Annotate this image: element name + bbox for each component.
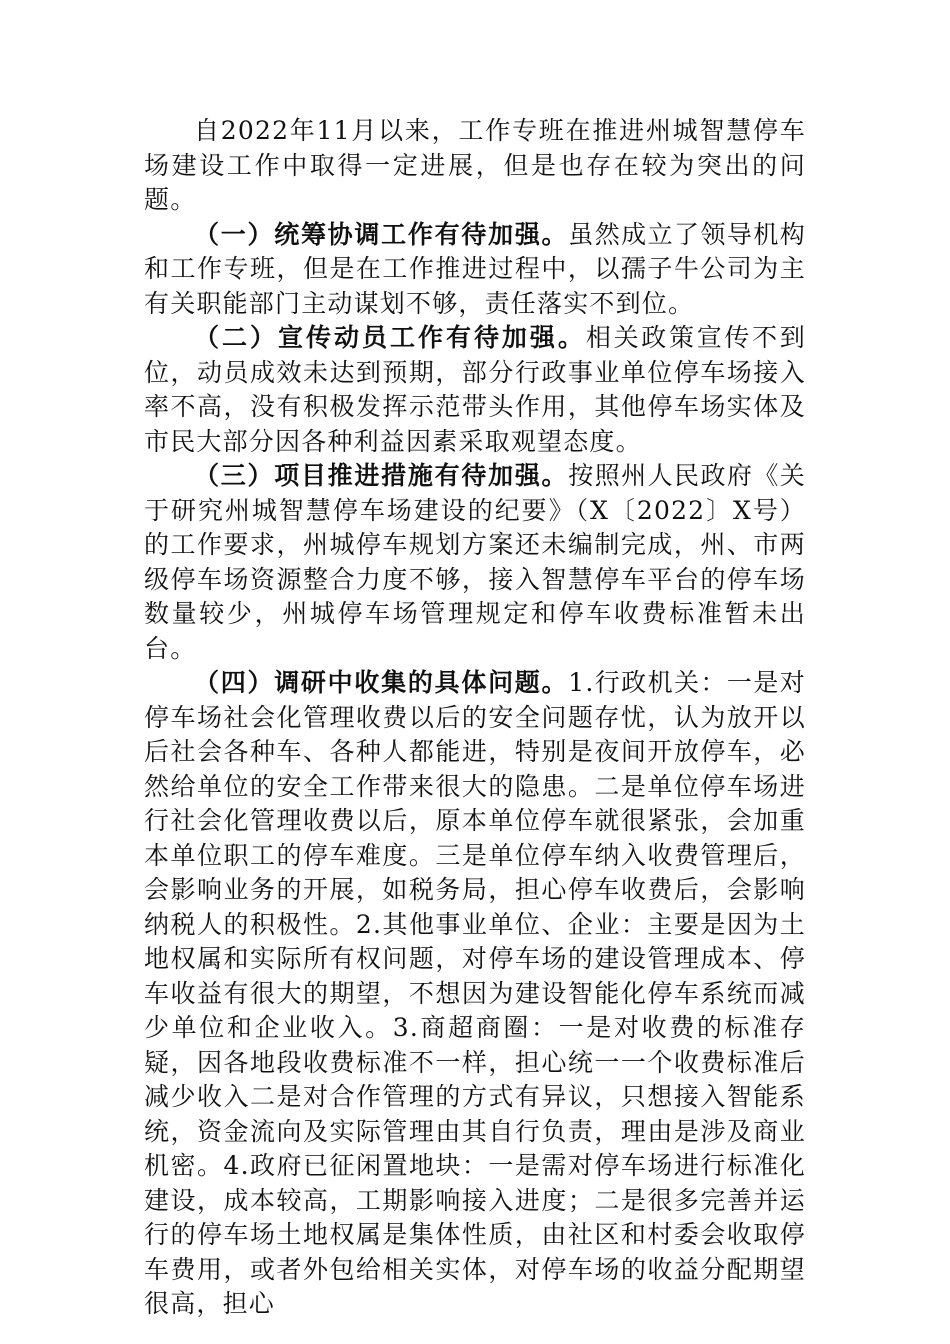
section-3-body: 按照州人民政府《关于研究州城智慧停车场建设的纪要》（X〔2022〕X号）的工作要求，州城停车规划方案还未编制完成，州、市两级停车场资源整合力度不够，接入智慧停车平台的停车场数量较少，州城停车场管理规定和停车收费标准暂未出台。 [144,461,806,663]
intro-paragraph: 自2022年11月以来，工作专班在推进州城智慧停车场建设工作中取得一定进展，但是也存在较为突出的问题。 [144,116,806,214]
section-2-heading: （二）宣传动员工作有待加强。 [194,323,586,352]
section-2-paragraph [144,321,806,459]
document-page [144,114,806,1322]
section-1-heading: （一）统筹协调工作有待加强。 [194,219,569,249]
section-3-heading: （三）项目推进措施有待加强。 [194,461,569,490]
section-1-body: 虽然成立了领导机构和工作专班，但是在工作推进过程中，以孺子牛公司为主有关职能部门主动谋划不够，责任落实不到位。 [144,219,806,318]
section-4-body: 1.行政机关：一是对停车场社会化管理收费以后的安全问题存忧，认为放开以后社会各种车、各种人都能进，特别是夜间开放停车，必然给单位的安全工作带来很大的隐患。二是单位停车场进行社会化管理收费以后，原本单位停车就很紧张，会加重本单位职工的停车难度。三是单位停车纳入收费管理后，会影响业务的开展，如税务局，担心停车收费后，会影响纳税人的积极性。2.其他事业单位、企业：主要是因为土地权属和实际所有权问题，对停车场的建设管理成本、停车收益有很大的期望，不想因为建设智能化停车系统而减少单位和企业收入。3.商超商圈：一是对收费的标准存疑，因各地段收费标准不一样，担心统一一个收费标准后减少收入二是对合作管理的方式有异议，只想接入智能系统，资金流向及实际管理由其自行负责，理由是涉及商业机密。4.政府已征闲置地块：一是需对停车场进行标准化建设，成本较高，工期影响接入进度；二是很多完善并运行的停车场土地权属是集体性质，由社区和村委会收取停车费用，或者外包给相关实体，对停车场的收益分配期望很高，担心 [144,668,806,1318]
section-4-heading: （四）调研中收集的具体问题。 [194,668,569,697]
section-2-body: 相关政策宣传不到位，动员成效未达到预期，部分行政事业单位停车场接入率不高，没有积极发挥示范带头作用，其他停车场实体及市民大部分因各种利益因素采取观望态度。 [144,323,806,456]
section-1-paragraph [144,218,806,322]
section-3-paragraph [144,459,806,666]
section-4-paragraph [144,666,806,1322]
